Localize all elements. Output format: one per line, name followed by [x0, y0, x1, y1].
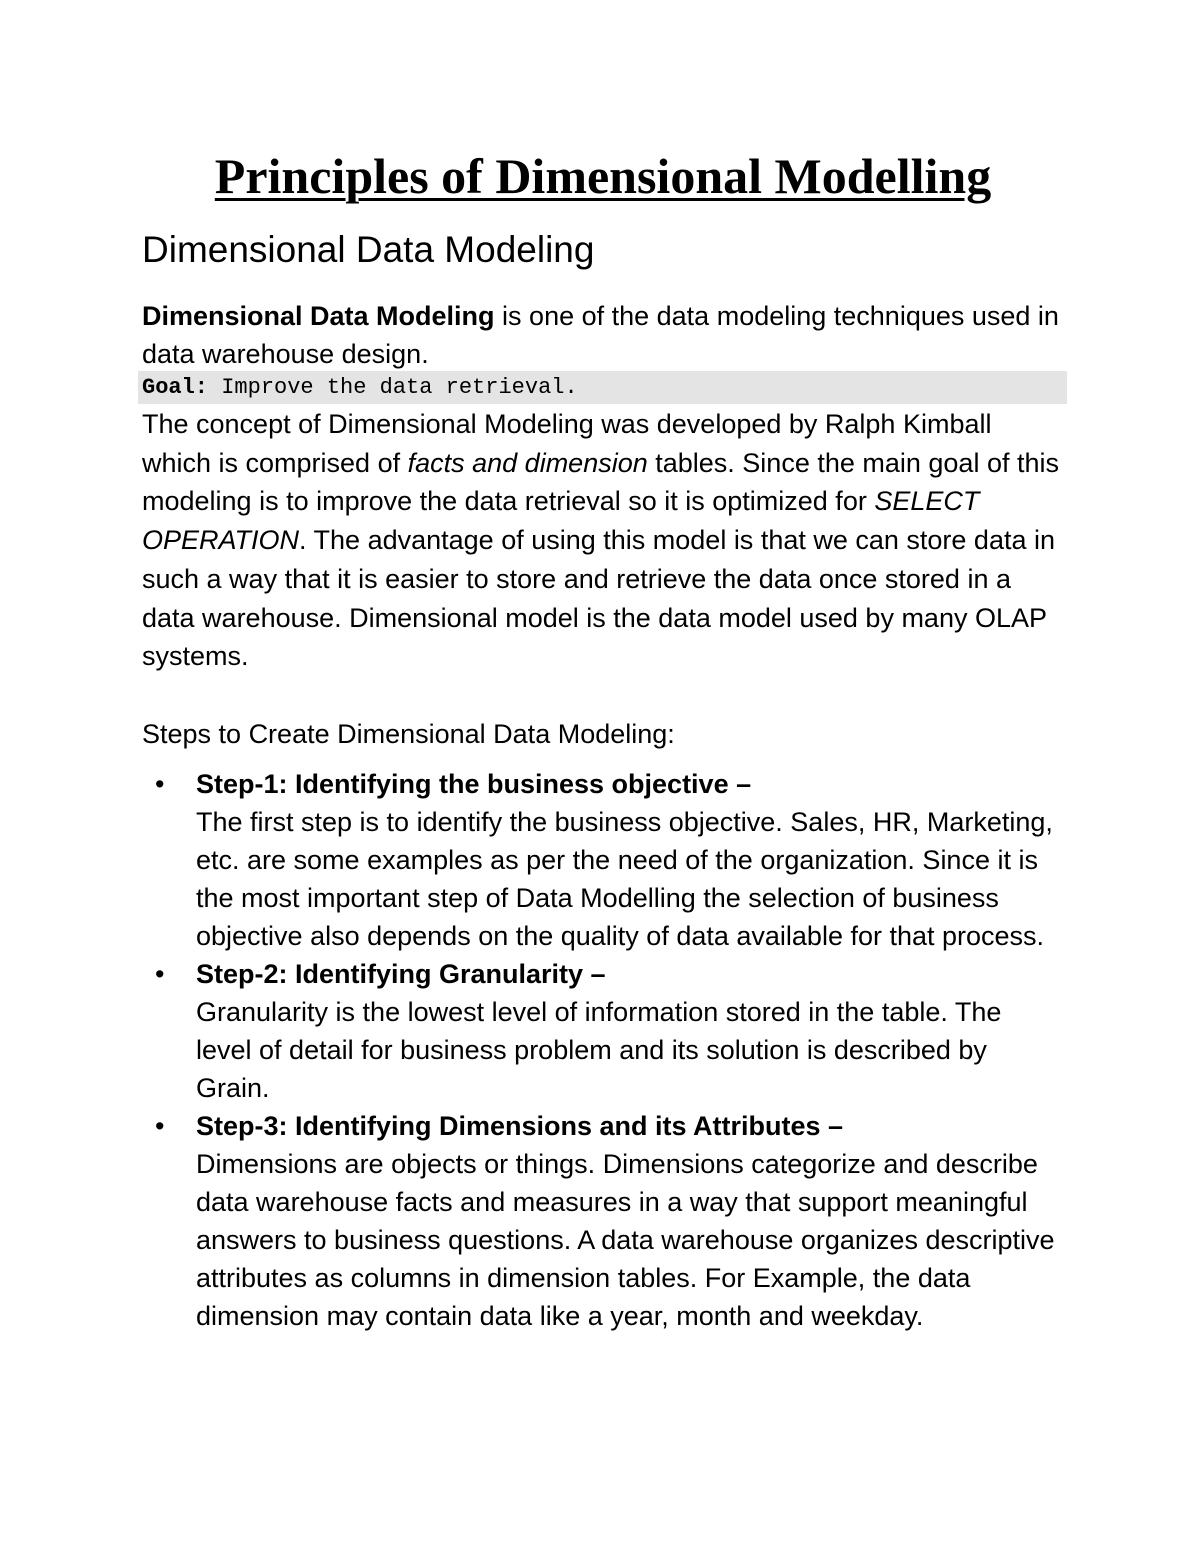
concept-italic-select: SELECT OPERATION [142, 486, 980, 556]
steps-intro: Steps to Create Dimensional Data Modeling: [142, 719, 675, 749]
concept-text-1: The concept of Dimensional Modeling was developed by Ralph Kimball which is comprised of [142, 409, 992, 478]
goal-text: Improve the data retrieval. [208, 375, 578, 400]
step-title: Step-3: Identifying Dimensions and its Attributes – [196, 1111, 844, 1141]
step-description: Granularity is the lowest level of information stored in the table. The level of detail for business problem and its solution is described by Grain. [196, 997, 1002, 1103]
concept-text-3: . The advantage of using this model is that we can store data in such a way that it is easier to store and retrieve the data once stored in a data warehouse. Dimensional model is the data model used by many OLAP systems. [142, 525, 1055, 672]
list-item [142, 1107, 1064, 1335]
goal-code-block [138, 371, 1067, 404]
document-title: Principles of Dimensional Modelling [214, 148, 992, 204]
concept-text-2: tables. Since the main goal of this modeling is to improve the data retrieval so it is optimized for [142, 447, 1059, 517]
intro-text: is one of the data modeling techniques used in data warehouse design. [142, 301, 1059, 369]
step-title: Step-2: Identifying Granularity – [196, 959, 606, 989]
section-heading: Dimensional Data Modeling [142, 229, 595, 270]
step-description: Dimensions are objects or things. Dimensions categorize and describe data warehouse facts and measures in a way that support meaningful answers to business questions. A data warehouse organizes descriptive attributes as columns in dimension tables. For Example, the data dimension may contain data like a year, month and weekday. [196, 1149, 1055, 1331]
list-item [142, 955, 1064, 1107]
bullet-icon: • [155, 769, 165, 799]
steps-list [142, 765, 1064, 1335]
goal-label: Goal: [142, 375, 209, 400]
step-description: The first step is to identify the business objective. Sales, HR, Marketing, etc. are some examples as per the need of the organization. Since it is the most important step of Data Modelling the selection of business objective also depends on the quality of data available for that process. [196, 807, 1053, 951]
bullet-icon: • [155, 959, 165, 989]
step-title: Step-1: Identifying the business objective – [196, 769, 752, 799]
concept-paragraph [142, 405, 1064, 676]
intro-paragraph [142, 297, 1064, 373]
intro-bold-term: Dimensional Data Modeling [142, 301, 495, 331]
list-item [142, 765, 1064, 955]
concept-italic-facts: facts and dimension [407, 447, 648, 478]
bullet-icon: • [155, 1111, 165, 1141]
